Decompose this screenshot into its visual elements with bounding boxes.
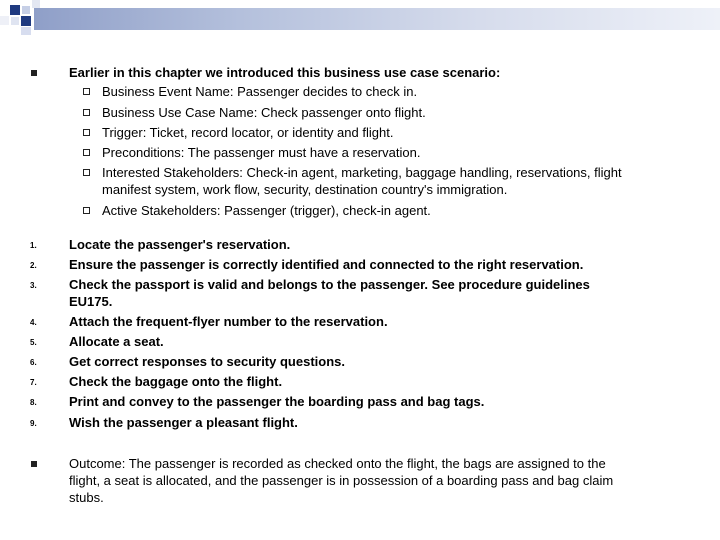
banner-square-light	[21, 5, 31, 15]
step-line: Locate the passenger's reservation.	[69, 237, 291, 252]
square-bullet-icon	[31, 461, 37, 467]
title-banner	[0, 0, 720, 36]
intro-heading: Earlier in this chapter we introduced this business use case scenario:	[69, 65, 501, 80]
step-number: 2.	[30, 261, 37, 270]
step-number: 6.	[30, 358, 37, 367]
outcome-line: stubs.	[69, 490, 104, 505]
step-line: Check the passport is valid and belongs to the passenger. See procedure guidelines	[69, 277, 590, 292]
banner-square-light	[10, 16, 20, 26]
step-line: Get correct responses to security questions.	[69, 354, 345, 369]
step-line: Print and convey to the passenger the boarding pass and bag tags.	[69, 394, 485, 409]
step-line: Wish the passenger a pleasant flight.	[69, 415, 298, 430]
step-number: 5.	[30, 338, 37, 347]
banner-gradient-band	[34, 8, 720, 30]
banner-square-dark	[21, 16, 31, 26]
checkbox-bullet-icon	[83, 207, 90, 214]
intro-item: Interested Stakeholders: Check-in agent, marketing, baggage handling, reservations, flight	[102, 165, 622, 180]
intro-item: Business Use Case Name: Check passenger onto flight.	[102, 105, 426, 120]
step-number: 4.	[30, 318, 37, 327]
intro-item: Trigger: Ticket, record locator, or identity and flight.	[102, 125, 394, 140]
step-line: Check the baggage onto the flight.	[69, 374, 283, 389]
step-line: Attach the frequent-flyer number to the reservation.	[69, 314, 388, 329]
step-line-continuation: EU175.	[69, 294, 113, 309]
checkbox-bullet-icon	[83, 169, 90, 176]
intro-item-continuation: manifest system, work flow, security, destination country's immigration.	[102, 182, 508, 197]
step-number: 3.	[30, 281, 37, 290]
outcome-line: Outcome: The passenger is recorded as checked onto the flight, the bags are assigned to the	[69, 456, 606, 471]
step-number: 9.	[30, 419, 37, 428]
checkbox-bullet-icon	[83, 129, 90, 136]
step-number: 1.	[30, 241, 37, 250]
banner-square-faint	[32, 0, 40, 8]
checkbox-bullet-icon	[83, 149, 90, 156]
checkbox-bullet-icon	[83, 109, 90, 116]
intro-item: Preconditions: The passenger must have a reservation.	[102, 145, 421, 160]
step-line: Allocate a seat.	[69, 334, 164, 349]
intro-item: Business Event Name: Passenger decides to check in.	[102, 84, 418, 99]
banner-square-faint	[0, 16, 9, 25]
intro-item: Active Stakeholders: Passenger (trigger), check-in agent.	[102, 203, 431, 218]
step-number: 8.	[30, 398, 37, 407]
checkbox-bullet-icon	[83, 88, 90, 95]
square-bullet-icon	[31, 70, 37, 76]
step-number: 7.	[30, 378, 37, 387]
banner-square-faint	[21, 27, 31, 35]
outcome-line: flight, a seat is allocated, and the passenger is in possession of a boarding pass and bag claim	[69, 473, 614, 488]
banner-square-dark	[10, 5, 20, 15]
step-line: Ensure the passenger is correctly identified and connected to the right reservation.	[69, 257, 584, 272]
